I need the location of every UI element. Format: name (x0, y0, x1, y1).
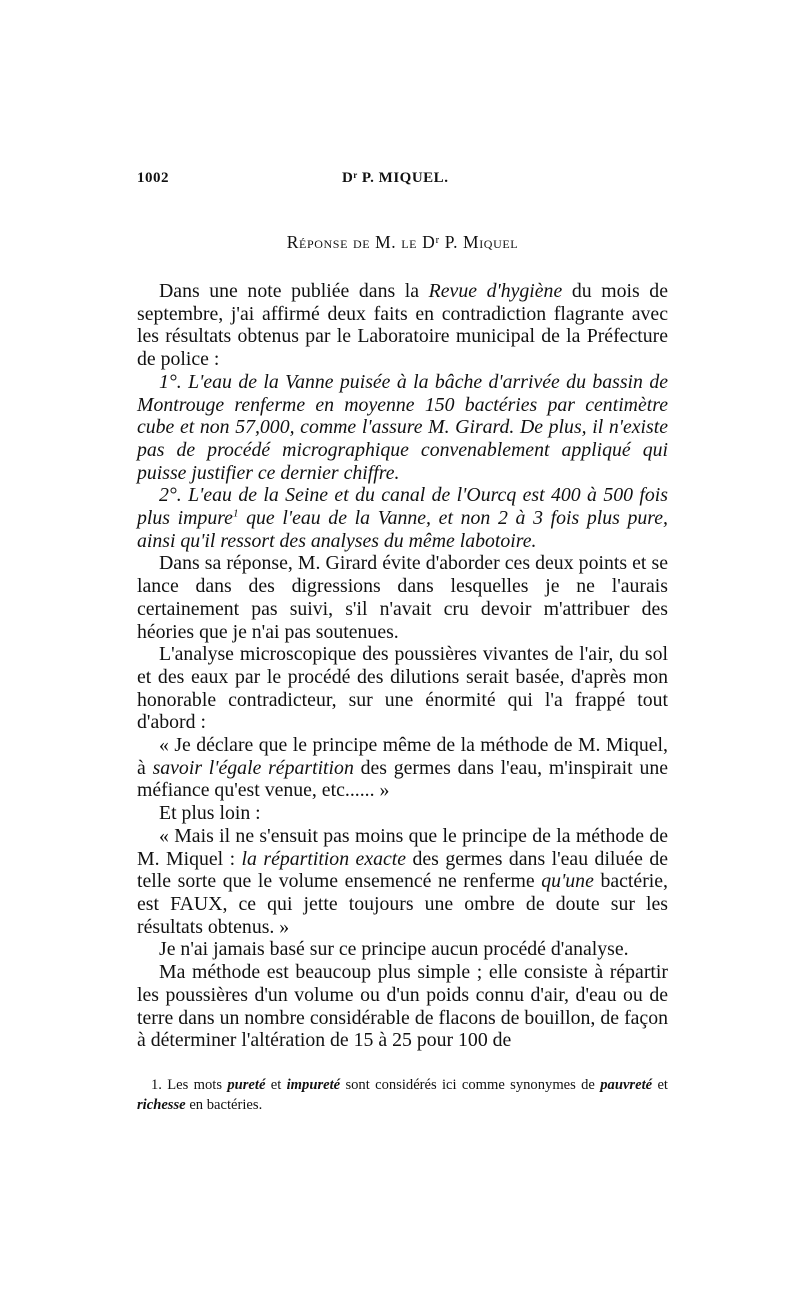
paragraph-point-2: 2°. L'eau de la Seine et du canal de l'Ourcq est 400 à 500 fois plus impure$^1$ que l'eau de la Vanne, et non 2 à 3 fois plus pure, ainsi qu'il ressort des analyses du même labotoire. (137, 484, 668, 552)
paragraph-principle: Je n'ai jamais basé sur ce principe aucun procédé d'analyse. (159, 938, 629, 961)
paragraph-method: Ma méthode est beaucoup plus simple ; elle consiste à répartir les poussières d'un volume ou d'un poids connu d'air, d'eau ou de terre dans un nombre considérable de flacons de bouillon, de façon à déterminer l'altération de 15 à 25 pour 100 de (137, 961, 668, 1052)
page (137, 170, 668, 1052)
journal-name: Revue d'hygiène (428, 280, 563, 302)
paragraph-quote-2: « Mais il ne s'ensuit pas moins que le principe de la méthode de M. Miquel : la répartition exacte des germes dans l'eau diluée de telle sorte que le volume ensemencé ne renferme qu'une bactérie, est FAUX, ce qui jette toujours une ombre de doute sur les résultats obtenus. » (137, 824, 669, 938)
footnote: 1. Les mots pureté et impureté sont considérés ici comme synonymes de pauvreté et richesse en bactéries. (137, 1077, 668, 1113)
running-title: Dʳ P. MIQUEL. (342, 170, 449, 186)
paragraph-intro: Dans une note publiée dans la Revue d'hygiène du mois de septembre, j'ai affirmé deux faits en contradiction flagrante avec les résultats obtenus par le Laboratoire municipal de la Préfecture de police : (137, 280, 668, 371)
paragraph-response: Dans sa réponse, M. Girard évite d'aborder ces deux points et se lance dans des digressions dans lesquelles je ne l'aurais certainement pas suivi, s'il n'avait cru devoir m'attribuer des héories que je n'ai pas soutenues. (137, 552, 668, 643)
article-title: Réponse de M. le Dʳ P. Miquel (286, 232, 519, 252)
page-number: 1002 (137, 170, 169, 186)
paragraph-further: Et plus loin : (159, 802, 261, 825)
running-head (137, 170, 668, 194)
paragraph-point-1: 1°. L'eau de la Vanne puisée à la bâche d'arrivée du bassin de Montrouge renferme en moyenne 150 bactéries par centimètre cube et non 57,000, comme l'assure M. Girard. De plus, il n'existe pas de procédé micrographique convenablement appliqué qui puisse justifier ce dernier chiffre. (137, 370, 668, 484)
footnote-marker: 1 (232, 507, 239, 520)
article-body (137, 280, 668, 1052)
paragraph-quote-1: « Je déclare que le principe même de la méthode de M. Miquel, à savoir l'égale répartition des germes dans l'eau, m'inspirait une méfiance qu'est venue, etc...... » (137, 734, 669, 802)
paragraph-analysis: L'analyse microscopique des poussières vivantes de l'air, du sol et des eaux par le procédé des dilutions serait basée, d'après mon honorable contradicteur, sur une énormité qui l'a frappé tout d'abord : (137, 643, 668, 734)
